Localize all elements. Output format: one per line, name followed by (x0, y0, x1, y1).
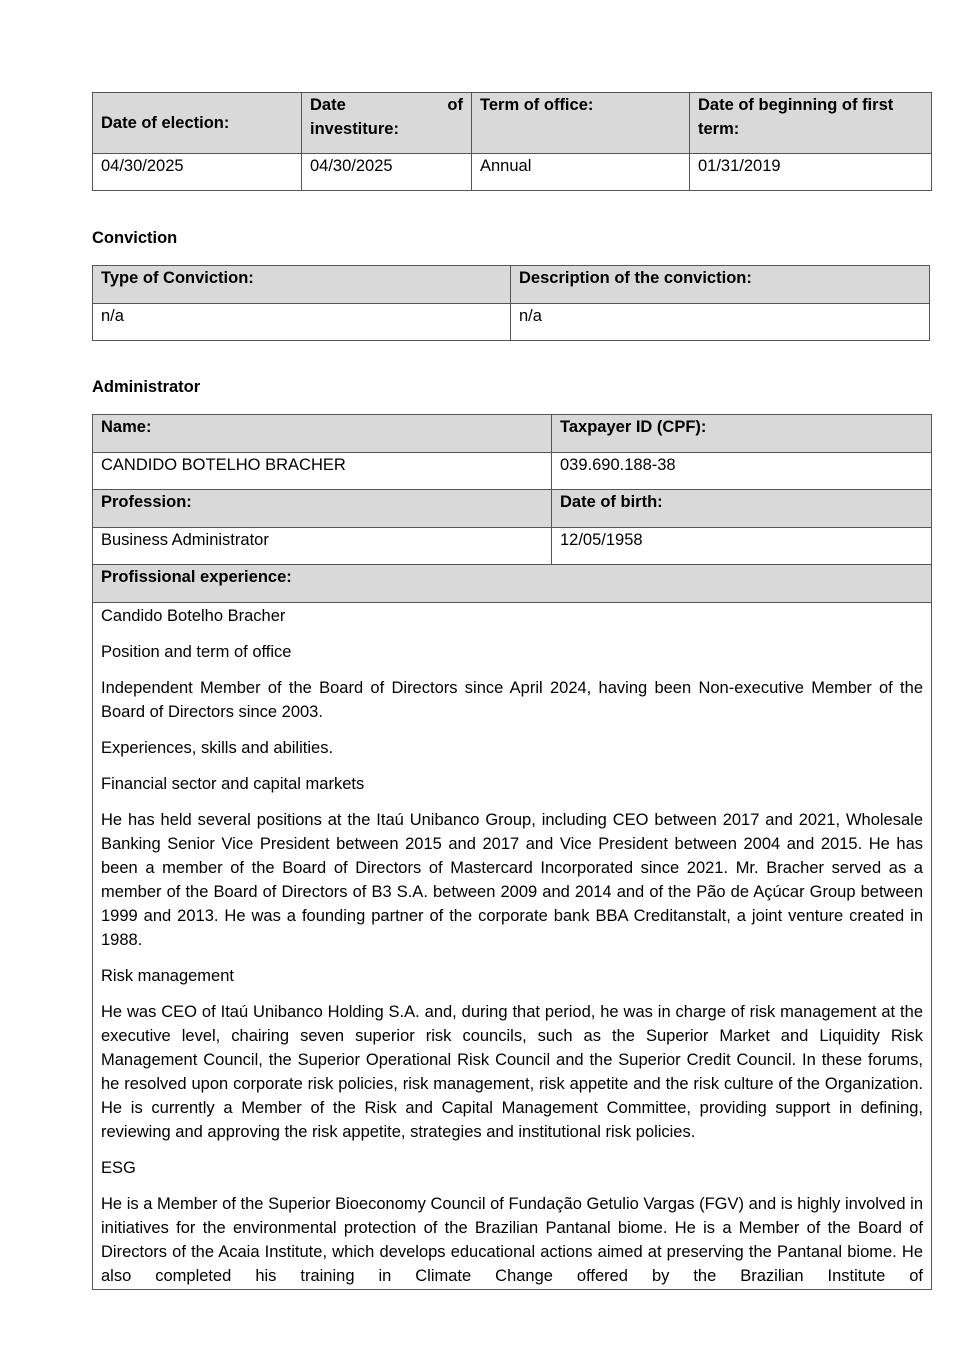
term-header: Term of office: (472, 93, 690, 154)
administrator-title: Administrator (92, 378, 201, 396)
investiture-date-value: 04/30/2025 (302, 154, 472, 191)
election-date-value: 04/30/2025 (93, 154, 302, 191)
administrator-table (92, 414, 932, 1290)
name-header: Name: (93, 415, 552, 453)
profession-value: Business Administrator (93, 528, 552, 565)
experience-paragraph: He was CEO of Itaú Unibanco Holding S.A. and, during that period, he was in charge of risk management at the executive level, chairing seven superior risk councils, such as the Superior Market and Liquidity Risk Management Council, the Superior Operational Risk Council and the Superior Credit Council. In these forums, he resolved upon corporate risk policies, risk management, risk appetite and the risk culture of the Organization. He is currently a Member of the Risk and Capital Management Committee, providing support in defining, reviewing and approving the risk appetite, strategies and institutional risk policies. (101, 1003, 923, 1141)
experience-paragraph: Candido Botelho Bracher (101, 607, 286, 625)
investiture-header-word2: of (447, 96, 463, 114)
first-term-header: Date of beginning of first term: (690, 93, 932, 154)
experience-paragraph: ESG (101, 1159, 136, 1177)
conviction-type-value: n/a (93, 304, 511, 341)
conviction-table (92, 265, 930, 341)
experience-paragraph: Financial sector and capital markets (101, 775, 365, 793)
investiture-header-word1: Date (310, 96, 346, 114)
election-date-header: Date of election: (93, 93, 302, 154)
investiture-date-header (302, 93, 472, 154)
conviction-description-value: n/a (511, 304, 930, 341)
experience-body (101, 603, 923, 1289)
profession-header: Profession: (93, 490, 552, 528)
investiture-header-word3: investiture: (310, 120, 399, 138)
cpf-value: 039.690.188-38 (552, 453, 932, 490)
term-value: Annual (472, 154, 690, 191)
dob-header: Date of birth: (552, 490, 932, 528)
experience-paragraph: Position and term of office (101, 643, 292, 661)
experience-paragraph: He is a Member of the Superior Bioeconomy Council of Fundação Getulio Vargas (FGV) and is highly involved in initiatives for the environmental protection of the Brazilian Pantanal biome. He is a Member of the Board of Directors of the Acaia Institute, which develops educational actions aimed at preserving the Pantanal biome. He also completed his training in Climate Change offered by the Brazilian Institute of (101, 1195, 923, 1285)
experience-paragraph: Independent Member of the Board of Directors since April 2024, having been Non-executive Member of the Board of Directors since 2003. (101, 679, 923, 721)
experience-header: Profissional experience: (93, 565, 932, 603)
experience-paragraph: Risk management (101, 967, 234, 985)
cpf-header: Taxpayer ID (CPF): (552, 415, 932, 453)
first-term-value: 01/31/2019 (690, 154, 932, 191)
experience-paragraph: He has held several positions at the Itaú Unibanco Group, including CEO between 2017 and 2021, Wholesale Banking Senior Vice President between 2015 and 2017 and Vice President between 2004 and 2015. He has been a member of the Board of Directors of Mastercard Incorporated since 2021. Mr. Bracher served as a member of the Board of Directors of B3 S.A. between 2009 and 2014 and of the Pão de Açúcar Group between 1999 and 2013. He was a founding partner of the corporate bank BBA Creditanstalt, a joint venture created in 1988. (101, 811, 923, 949)
experience-cell (93, 603, 932, 1290)
conviction-type-header: Type of Conviction: (93, 266, 511, 304)
conviction-title: Conviction (92, 229, 178, 247)
conviction-description-header: Description of the conviction: (511, 266, 930, 304)
election-table (92, 92, 932, 191)
dob-value: 12/05/1958 (552, 528, 932, 565)
name-value: CANDIDO BOTELHO BRACHER (93, 453, 552, 490)
experience-paragraph: Experiences, skills and abilities. (101, 739, 334, 757)
